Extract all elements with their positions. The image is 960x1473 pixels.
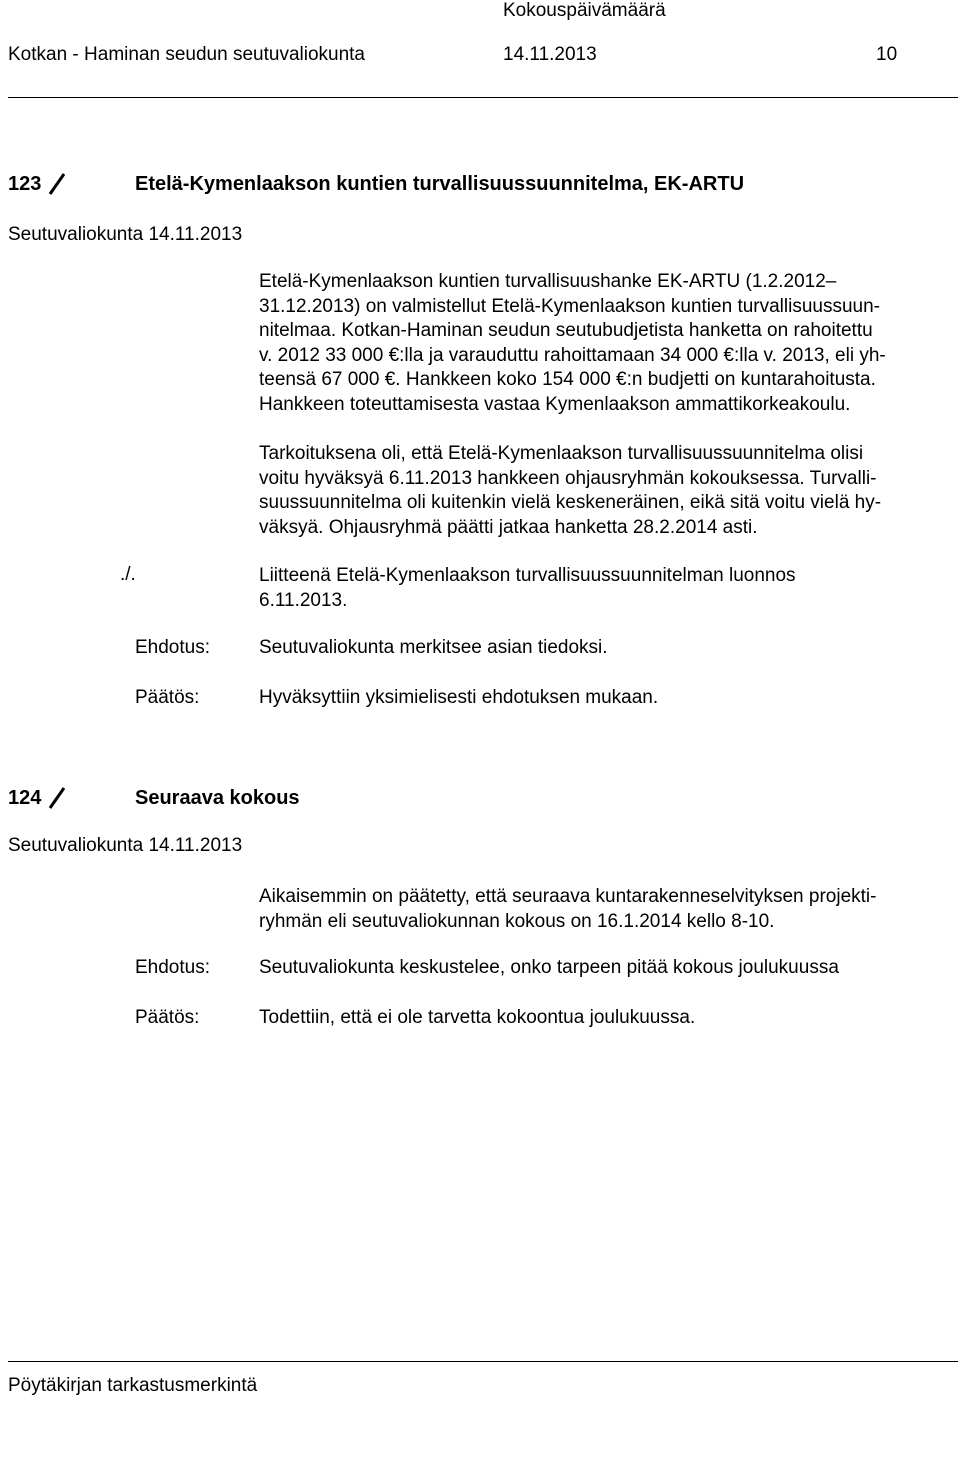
header-date-caption: Kokouspäivämäärä bbox=[503, 0, 666, 21]
paragraph-line: teensä 67 000 €. Hankkeen koko 154 000 €:n budjetti on kuntarahoitusta. bbox=[259, 369, 876, 391]
section-paragraph bbox=[259, 270, 959, 418]
header-date: 14.11.2013 bbox=[503, 44, 597, 65]
section-number: 123 bbox=[8, 173, 42, 195]
proposal-text: Seutuvaliokunta keskustelee, onko tarpeen pitää kokous joulukuussa bbox=[259, 957, 839, 978]
paragraph-line: 31.12.2013) on valmistellut Etelä-Kymenlaakson kuntien turvallisuussuun- bbox=[259, 295, 881, 317]
paragraph-line: Liitteenä Etelä-Kymenlaakson turvallisuussuunnitelman luonnos bbox=[259, 565, 796, 586]
attachment-text bbox=[259, 564, 959, 613]
paragraph-line: 6.11.2013. bbox=[259, 589, 348, 611]
paragraph-line: suussuunnitelma oli kuitenkin vielä keskeneräinen, eikä sitä voitu vielä hy- bbox=[259, 492, 882, 514]
header-rule bbox=[8, 97, 958, 98]
proposal-label: Ehdotus: bbox=[135, 957, 210, 978]
decision-label: Päätös: bbox=[135, 687, 200, 708]
section-title: Etelä-Kymenlaakson kuntien turvallisuussuunnitelma, EK-ARTU bbox=[135, 173, 745, 195]
proposal-label: Ehdotus: bbox=[135, 637, 210, 658]
proposal-text: Seutuvaliokunta merkitsee asian tiedoksi. bbox=[259, 637, 608, 658]
paragraph-line: Etelä-Kymenlaakson kuntien turvallisuushanke EK-ARTU (1.2.2012– bbox=[259, 271, 837, 292]
section-title: Seuraava kokous bbox=[135, 787, 300, 809]
section-sign-icon bbox=[48, 172, 66, 196]
paragraph-line: Aikaisemmin on päätetty, että seuraava kuntarakenneselvityksen projekti- bbox=[259, 886, 877, 907]
attachment-marker: ./. bbox=[120, 564, 136, 585]
paragraph-line: Tarkoituksena oli, että Etelä-Kymenlaakson turvallisuussuunnitelma olisi bbox=[259, 443, 864, 464]
header-organization: Kotkan - Haminan seudun seutuvaliokunta bbox=[8, 44, 366, 65]
header-page-number: 10 bbox=[876, 44, 898, 65]
decision-text: Todettiin, että ei ole tarvetta kokoontua joulukuussa. bbox=[259, 1007, 696, 1028]
paragraph-line: väksyä. Ohjausryhmä päätti jatkaa hanketta 28.2.2014 asti. bbox=[259, 516, 758, 538]
section-paragraph bbox=[259, 442, 959, 540]
decision-label: Päätös: bbox=[135, 1007, 200, 1028]
paragraph-line: Hankkeen toteuttamisesta vastaa Kymenlaakson ammattikorkeakoulu. bbox=[259, 393, 851, 415]
paragraph-line: ryhmän eli seutuvaliokunnan kokous on 16.1.2014 kello 8-10. bbox=[259, 910, 775, 932]
paragraph-line: voitu hyväksyä 6.11.2013 hankkeen ohjausryhmän kokouksessa. Turvalli- bbox=[259, 467, 877, 489]
paragraph-line: v. 2012 33 000 €:lla ja varauduttu rahoittamaan 34 000 €:lla v. 2013, eli yh- bbox=[259, 344, 886, 366]
section-sign-icon bbox=[48, 786, 66, 810]
section-number: 124 bbox=[8, 787, 42, 809]
footer-rule bbox=[8, 1361, 958, 1362]
paragraph-line: nitelmaa. Kotkan-Haminan seudun seutubudjetista hanketta on rahoitettu bbox=[259, 320, 873, 342]
section-body-header: Seutuvaliokunta 14.11.2013 bbox=[8, 224, 243, 245]
section-body-header: Seutuvaliokunta 14.11.2013 bbox=[8, 835, 243, 856]
footer-signature-caption: Pöytäkirjan tarkastusmerkintä bbox=[8, 1375, 258, 1396]
section-paragraph bbox=[259, 885, 959, 934]
decision-text: Hyväksyttiin yksimielisesti ehdotuksen mukaan. bbox=[259, 687, 659, 708]
